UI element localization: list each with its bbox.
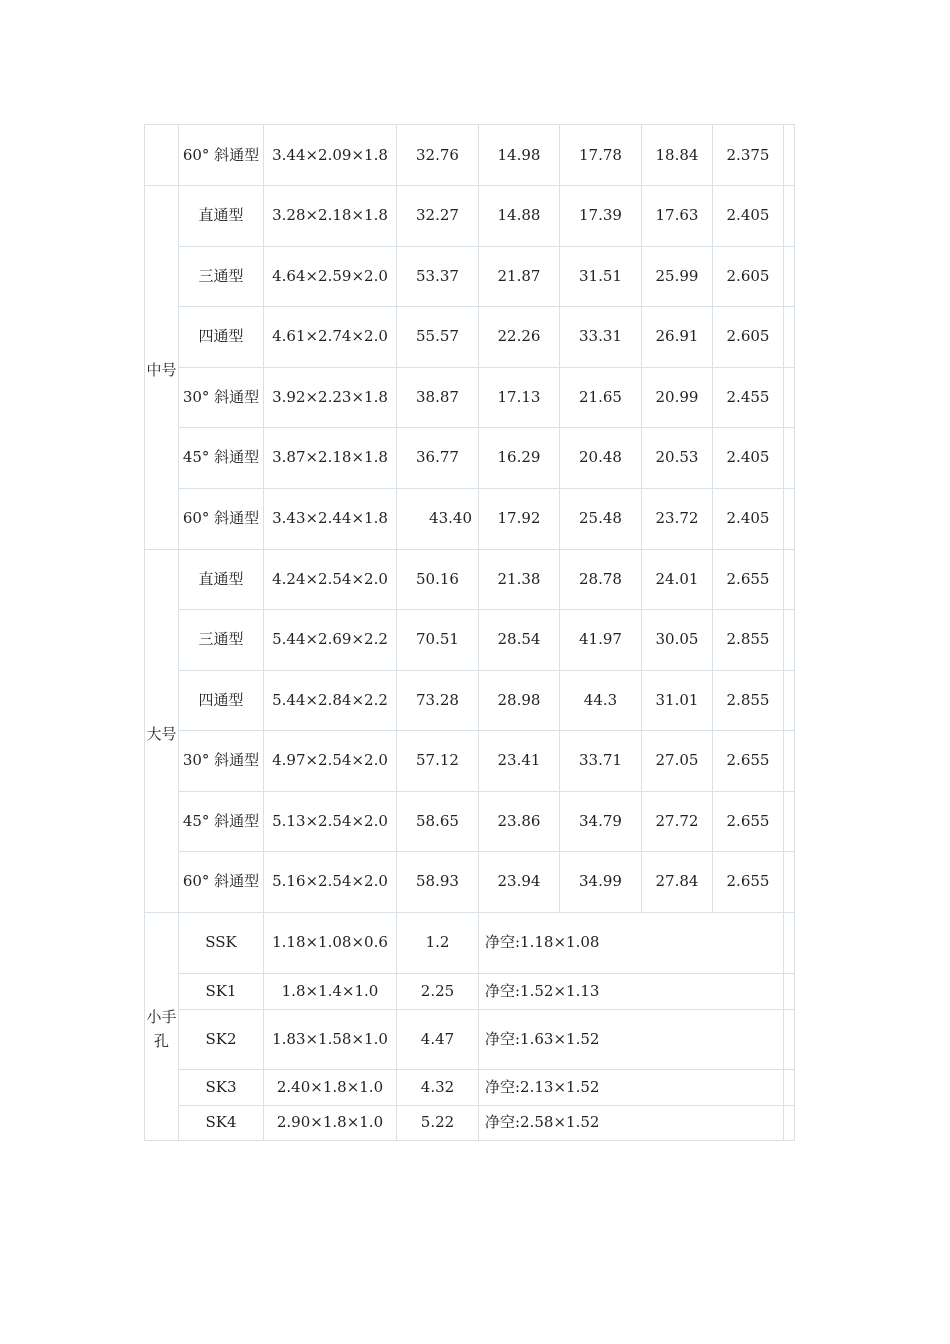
value-cell: 21.65 [560, 367, 642, 428]
value-cell: 30.05 [642, 610, 713, 671]
table-row [145, 488, 795, 549]
table-row [145, 791, 795, 852]
type-cell: SSK [179, 912, 264, 973]
table-row [145, 307, 795, 368]
table-row [145, 125, 795, 186]
type-cell: SK1 [179, 973, 264, 1009]
value-cell: 44.3 [560, 670, 642, 731]
type-cell: 四通型 [179, 670, 264, 731]
spacer-cell [784, 1069, 795, 1105]
table-row [145, 367, 795, 428]
value-cell: 2.855 [713, 670, 784, 731]
note-cell: 净空:1.52×1.13 [479, 973, 784, 1009]
spacer-cell [784, 791, 795, 852]
value-cell: 2.655 [713, 731, 784, 792]
value-cell: 23.86 [479, 791, 560, 852]
value-cell: 17.39 [560, 186, 642, 247]
value-cell: 28.54 [479, 610, 560, 671]
value-cell: 58.93 [397, 852, 479, 913]
value-cell: 2.375 [713, 125, 784, 186]
value-cell: 28.98 [479, 670, 560, 731]
value-cell: 16.29 [479, 428, 560, 489]
spacer-cell [784, 912, 795, 973]
type-cell: 30° 斜通型 [179, 367, 264, 428]
value-cell: 2.405 [713, 488, 784, 549]
table-body [145, 125, 795, 1141]
value-cell: 50.16 [397, 549, 479, 610]
value-cell: 53.37 [397, 246, 479, 307]
spacer-cell [784, 973, 795, 1009]
value-cell: 17.92 [479, 488, 560, 549]
spacer-cell [784, 125, 795, 186]
spacer-cell [784, 731, 795, 792]
value-cell: 14.88 [479, 186, 560, 247]
table-row [145, 1009, 795, 1069]
value-cell: 20.99 [642, 367, 713, 428]
table-row [145, 428, 795, 489]
spacer-cell [784, 428, 795, 489]
spacer-cell [784, 367, 795, 428]
value-cell: 57.12 [397, 731, 479, 792]
value-cell: 27.84 [642, 852, 713, 913]
value-cell: 5.22 [397, 1105, 479, 1140]
size-cell: 3.87×2.18×1.8 [264, 428, 397, 489]
value-cell: 2.605 [713, 246, 784, 307]
value-cell: 2.655 [713, 852, 784, 913]
spacer-cell [784, 1009, 795, 1069]
value-cell: 28.78 [560, 549, 642, 610]
value-cell: 27.05 [642, 731, 713, 792]
value-cell: 4.32 [397, 1069, 479, 1105]
size-cell: 5.16×2.54×2.0 [264, 852, 397, 913]
value-cell: 27.72 [642, 791, 713, 852]
value-cell: 26.91 [642, 307, 713, 368]
size-cell: 4.97×2.54×2.0 [264, 731, 397, 792]
value-cell: 32.76 [397, 125, 479, 186]
value-cell: 34.79 [560, 791, 642, 852]
value-cell: 2.655 [713, 549, 784, 610]
value-cell: 32.27 [397, 186, 479, 247]
table-row [145, 186, 795, 247]
spacer-cell [784, 186, 795, 247]
value-cell: 24.01 [642, 549, 713, 610]
value-cell: 22.26 [479, 307, 560, 368]
type-cell: 直通型 [179, 186, 264, 247]
note-cell: 净空:2.58×1.52 [479, 1105, 784, 1140]
value-cell: 1.2 [397, 912, 479, 973]
value-cell: 21.87 [479, 246, 560, 307]
type-cell: SK2 [179, 1009, 264, 1069]
value-cell: 25.99 [642, 246, 713, 307]
value-cell: 31.51 [560, 246, 642, 307]
size-cell: 5.44×2.69×2.2 [264, 610, 397, 671]
value-cell: 23.94 [479, 852, 560, 913]
table-row [145, 1069, 795, 1105]
group-cell-empty [145, 125, 179, 186]
type-cell: SK3 [179, 1069, 264, 1105]
size-cell: 5.13×2.54×2.0 [264, 791, 397, 852]
size-cell: 3.28×2.18×1.8 [264, 186, 397, 247]
table-row [145, 670, 795, 731]
size-cell: 1.83×1.58×1.0 [264, 1009, 397, 1069]
spacer-cell [784, 549, 795, 610]
table-row [145, 246, 795, 307]
type-cell: 四通型 [179, 307, 264, 368]
value-cell: 23.41 [479, 731, 560, 792]
size-cell: 3.92×2.23×1.8 [264, 367, 397, 428]
value-cell: 70.51 [397, 610, 479, 671]
value-cell: 58.65 [397, 791, 479, 852]
value-cell: 73.28 [397, 670, 479, 731]
value-cell: 2.405 [713, 186, 784, 247]
value-cell: 4.47 [397, 1009, 479, 1069]
spacer-cell [784, 307, 795, 368]
group-label-cell: 中号 [145, 186, 179, 550]
type-cell: 60° 斜通型 [179, 488, 264, 549]
table-row [145, 973, 795, 1009]
spacer-cell [784, 1105, 795, 1140]
value-cell: 14.98 [479, 125, 560, 186]
table-row [145, 852, 795, 913]
spacer-cell [784, 610, 795, 671]
size-cell: 5.44×2.84×2.2 [264, 670, 397, 731]
value-cell: 36.77 [397, 428, 479, 489]
value-cell: 38.87 [397, 367, 479, 428]
well-spec-table [144, 124, 795, 1141]
value-cell: 41.97 [560, 610, 642, 671]
type-cell: SK4 [179, 1105, 264, 1140]
type-cell: 45° 斜通型 [179, 791, 264, 852]
note-cell: 净空:2.13×1.52 [479, 1069, 784, 1105]
value-cell: 18.84 [642, 125, 713, 186]
value-cell: 34.99 [560, 852, 642, 913]
value-cell: 2.405 [713, 428, 784, 489]
size-cell: 4.61×2.74×2.0 [264, 307, 397, 368]
value-cell: 21.38 [479, 549, 560, 610]
type-cell: 60° 斜通型 [179, 125, 264, 186]
table-row [145, 549, 795, 610]
spacer-cell [784, 852, 795, 913]
group-label-cell: 小手孔 [145, 912, 179, 1140]
value-cell: 43.40 [397, 488, 479, 549]
type-cell: 直通型 [179, 549, 264, 610]
spacer-cell [784, 246, 795, 307]
type-cell: 45° 斜通型 [179, 428, 264, 489]
spacer-cell [784, 670, 795, 731]
type-cell: 30° 斜通型 [179, 731, 264, 792]
value-cell: 23.72 [642, 488, 713, 549]
size-cell: 2.40×1.8×1.0 [264, 1069, 397, 1105]
note-cell: 净空:1.63×1.52 [479, 1009, 784, 1069]
table-row [145, 610, 795, 671]
value-cell: 17.78 [560, 125, 642, 186]
value-cell: 33.31 [560, 307, 642, 368]
size-cell: 2.90×1.8×1.0 [264, 1105, 397, 1140]
spacer-cell [784, 488, 795, 549]
type-cell: 60° 斜通型 [179, 852, 264, 913]
size-cell: 4.64×2.59×2.0 [264, 246, 397, 307]
table-row [145, 731, 795, 792]
type-cell: 三通型 [179, 610, 264, 671]
note-cell: 净空:1.18×1.08 [479, 912, 784, 973]
table-row [145, 912, 795, 973]
size-cell: 1.18×1.08×0.6 [264, 912, 397, 973]
value-cell: 17.63 [642, 186, 713, 247]
value-cell: 33.71 [560, 731, 642, 792]
type-cell: 三通型 [179, 246, 264, 307]
value-cell: 20.53 [642, 428, 713, 489]
size-cell: 4.24×2.54×2.0 [264, 549, 397, 610]
size-cell: 3.44×2.09×1.8 [264, 125, 397, 186]
value-cell: 2.25 [397, 973, 479, 1009]
value-cell: 2.605 [713, 307, 784, 368]
size-cell: 3.43×2.44×1.8 [264, 488, 397, 549]
group-label-cell: 大号 [145, 549, 179, 912]
value-cell: 17.13 [479, 367, 560, 428]
value-cell: 25.48 [560, 488, 642, 549]
size-cell: 1.8×1.4×1.0 [264, 973, 397, 1009]
table-row [145, 1105, 795, 1140]
value-cell: 31.01 [642, 670, 713, 731]
value-cell: 2.455 [713, 367, 784, 428]
value-cell: 2.855 [713, 610, 784, 671]
value-cell: 55.57 [397, 307, 479, 368]
value-cell: 20.48 [560, 428, 642, 489]
value-cell: 2.655 [713, 791, 784, 852]
